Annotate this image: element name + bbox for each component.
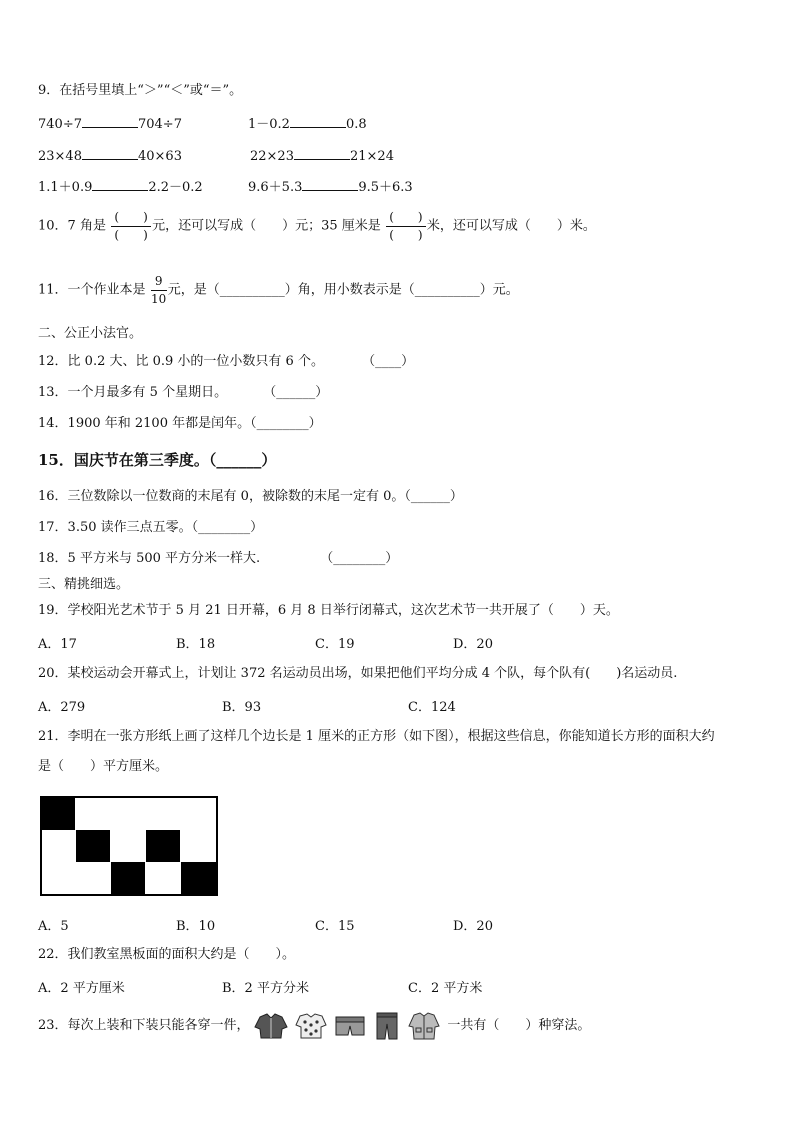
q23-suffix: 一共有（ ）种穿法。 — [447, 1018, 591, 1033]
fraction-numerator-blank[interactable]: ( ) — [114, 210, 148, 224]
polka-dot-top-icon — [295, 1013, 327, 1039]
q13-text: 13．一个月最多有 5 个星期日。 — [38, 385, 228, 400]
q20-option-a[interactable]: A．279 — [38, 700, 86, 715]
q22-option-a[interactable]: A．2 平方厘米 — [38, 981, 125, 996]
question-10 — [38, 210, 596, 243]
q23-prefix: 23．每次上装和下装只能各穿一件， — [38, 1018, 250, 1033]
q19-option-d[interactable]: D．20 — [453, 637, 493, 652]
q9-expr: 9.6＋5.3 — [248, 180, 303, 195]
q19-option-c[interactable]: C．19 — [315, 637, 355, 652]
unit-square — [181, 862, 217, 895]
answer-blank[interactable] — [92, 177, 148, 191]
q9-expr: 40×63 — [137, 149, 182, 164]
q20-option-b[interactable]: B．93 — [222, 700, 262, 715]
section-heading-3: 三、精挑细选。 — [38, 577, 130, 592]
shorts-icon — [334, 1013, 366, 1039]
fraction-9-10 — [151, 274, 167, 307]
fraction-blank[interactable] — [386, 210, 426, 243]
fraction-bar — [151, 290, 167, 291]
unit-square — [111, 862, 145, 895]
q10-middle: 元，还可以写成（ ）元；35 厘米是 — [152, 218, 381, 234]
answer-blank[interactable] — [82, 146, 138, 160]
clothing-icons — [254, 1012, 444, 1040]
fraction-numerator-blank[interactable]: ( ) — [389, 210, 423, 224]
answer-paren[interactable]: （____） — [362, 354, 415, 369]
fraction-bar — [111, 226, 151, 227]
coat-icon — [408, 1012, 440, 1040]
answer-blank[interactable] — [294, 146, 350, 160]
q9-row-3 — [38, 177, 203, 197]
q9-expr: 2.2－0.2 — [148, 180, 203, 195]
section-heading-2: 二、公正小法官。 — [38, 326, 143, 341]
q9-expr: 9.5＋6.3 — [358, 180, 413, 195]
fraction-denominator-blank[interactable]: ( ) — [114, 228, 148, 242]
fraction-bar — [386, 226, 426, 227]
question-17: 17．3.50 读作三点五零。（________） — [38, 520, 264, 535]
question-13 — [38, 384, 328, 402]
unit-square — [41, 797, 75, 830]
fraction-blank[interactable] — [111, 210, 151, 243]
unit-square — [76, 830, 110, 862]
fraction-denominator: 10 — [151, 292, 167, 306]
q9-row-2-right — [250, 146, 394, 166]
question-9-title: 9．在括号里填上“＞”“＜”或“＝”。 — [38, 83, 243, 98]
q20-option-c[interactable]: C．124 — [408, 700, 456, 715]
q9-row-2 — [38, 146, 182, 166]
q10-prefix: 10．7 角是 — [38, 218, 106, 234]
q22-option-c[interactable]: C．2 平方米 — [408, 981, 483, 996]
unit-square — [146, 830, 180, 862]
question-19: 19．学校阳光艺术节于 5 月 21 日开幕，6 月 8 日举行闭幕式，这次艺术节一共开展了（ ）天。 — [38, 603, 619, 618]
q9-expr: 21×24 — [349, 149, 394, 164]
answer-blank[interactable] — [290, 114, 346, 128]
q21-option-d[interactable]: D．20 — [453, 919, 493, 934]
rectangle-figure — [40, 796, 218, 900]
q22-option-b[interactable]: B．2 平方分米 — [222, 981, 309, 996]
q9-expr: 740÷7 — [38, 117, 82, 132]
q9-row-3-right — [248, 177, 413, 197]
q18-text: 18．5 平方米与 500 平方分米一样大. — [38, 551, 261, 566]
answer-paren[interactable]: （______） — [263, 385, 329, 400]
question-11 — [38, 274, 519, 307]
question-16: 16．三位数除以一位数商的末尾有 0，被除数的末尾一定有 0。（______） — [38, 489, 463, 504]
q9-expr: 1.1＋0.9 — [38, 180, 93, 195]
q19-option-a[interactable]: A．17 — [38, 637, 77, 652]
answer-blank[interactable] — [82, 114, 138, 128]
q19-option-b[interactable]: B．18 — [176, 637, 216, 652]
question-21-line-1: 21．李明在一张方形纸上画了这样几个边长是 1 厘米的正方形（如下图），根据这些信息，你能知道长方形的面积大约 — [38, 729, 715, 744]
q10-suffix: 米，还可以写成（ ）米。 — [426, 218, 596, 234]
q21-option-b[interactable]: B．10 — [176, 919, 216, 934]
answer-blank[interactable] — [302, 177, 358, 191]
q11-prefix: 11．一个作业本是 — [38, 282, 146, 298]
question-20: 20．某校运动会开幕式上，计划让 372 名运动员出场，如果把他们平均分成 4 个队，每个队有( )名运动员. — [38, 666, 678, 681]
question-18 — [38, 550, 398, 568]
trousers-icon — [373, 1012, 401, 1040]
q11-suffix: 元，是（__________）角，用小数表示是（__________）元。 — [167, 282, 519, 298]
q9-expr: 1－0.2 — [248, 117, 290, 132]
fraction-denominator-blank[interactable]: ( ) — [389, 228, 423, 242]
q9-row-1-right — [248, 114, 367, 134]
answer-paren[interactable]: （________） — [320, 551, 399, 566]
rectangle-with-squares — [40, 796, 218, 896]
q21-option-c[interactable]: C．15 — [315, 919, 355, 934]
q9-expr: 704÷7 — [137, 117, 182, 132]
question-12 — [38, 353, 414, 371]
fraction-numerator: 9 — [154, 274, 163, 288]
q9-expr: 23×48 — [38, 149, 82, 164]
question-23 — [38, 1012, 590, 1040]
question-22: 22．我们教室黑板面的面积大约是（ ）。 — [38, 947, 296, 962]
question-14: 14．1900 年和 2100 年都是闰年。（________） — [38, 416, 322, 431]
q21-option-a[interactable]: A．5 — [38, 919, 69, 934]
question-15: 15．国庆节在第三季度。（______） — [38, 451, 277, 469]
jacket-icon — [254, 1013, 288, 1039]
question-21-line-2: 是（ ）平方厘米。 — [38, 759, 169, 774]
q9-row-1 — [38, 114, 182, 134]
q9-expr: 22×23 — [250, 149, 294, 164]
q12-text: 12．比 0.2 大、比 0.9 小的一位小数只有 6 个。 — [38, 354, 324, 369]
q9-expr: 0.8 — [345, 117, 367, 132]
